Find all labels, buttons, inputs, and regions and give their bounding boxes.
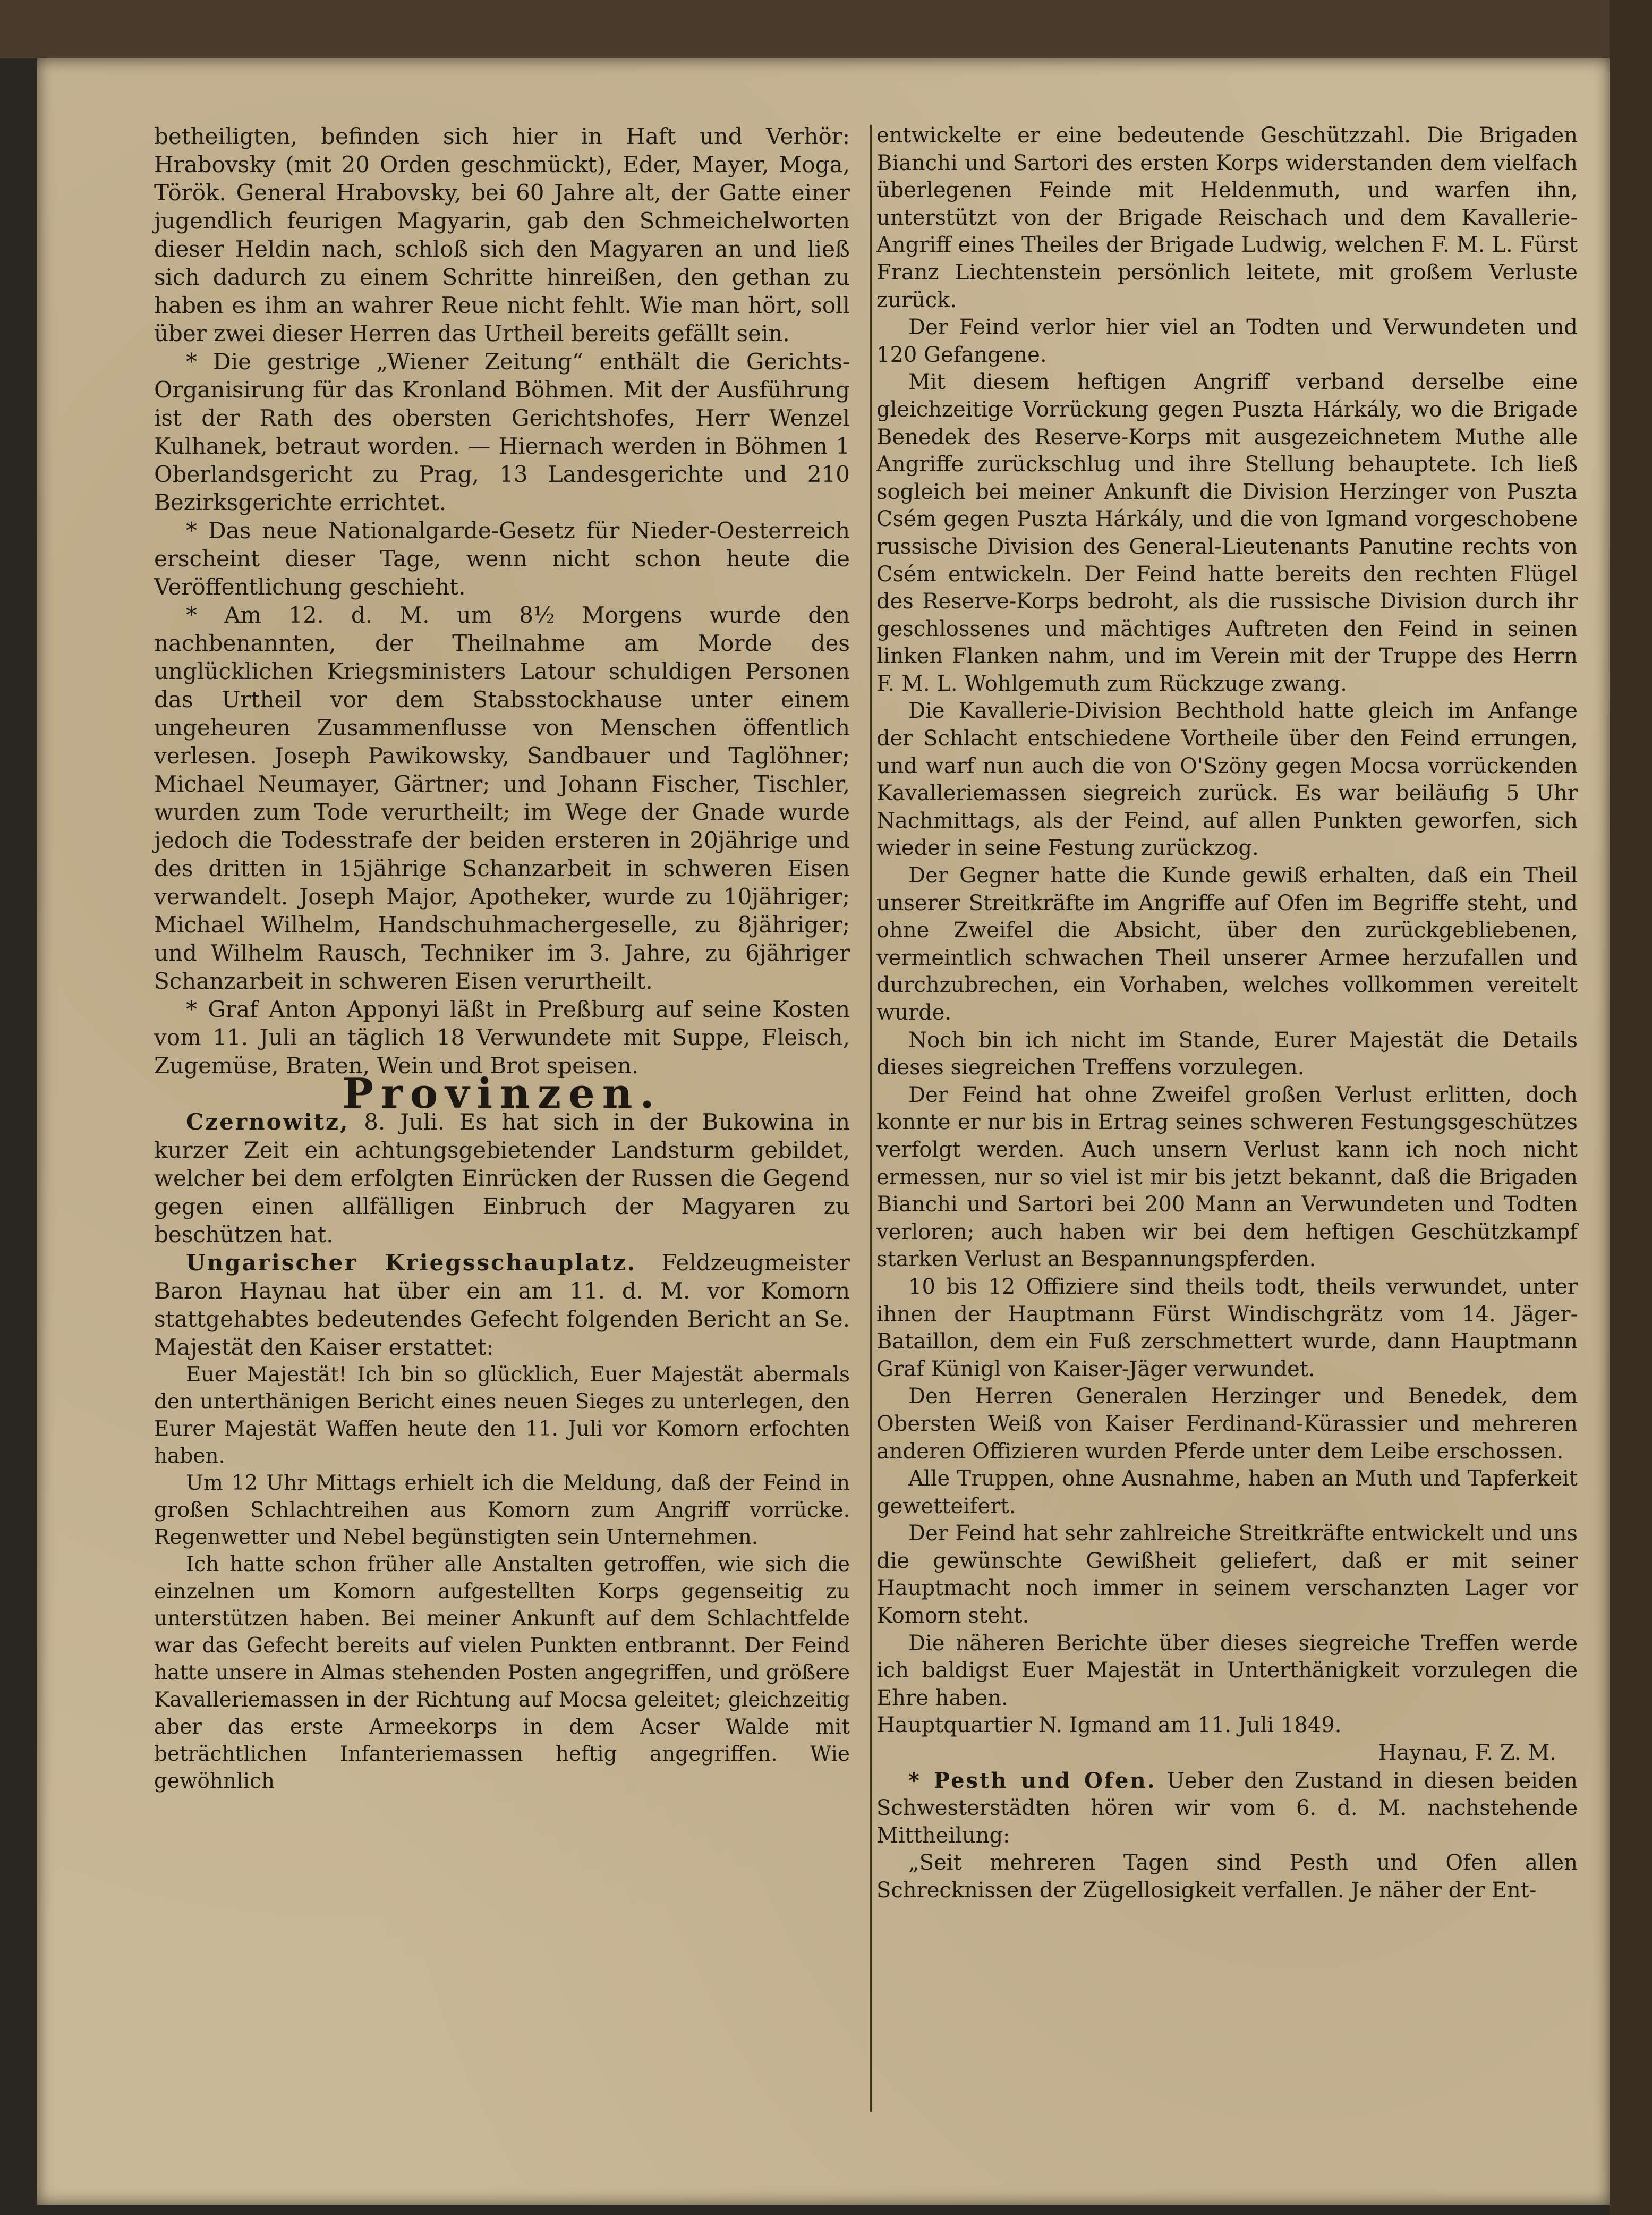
- report-paragraph: Die näheren Berichte über dieses siegreiche Treffen werde ich baldigst Euer Majestät in Unterthänigkeit vorzulegen die Ehre haben.: [876, 1631, 1578, 1710]
- section-title-provinzen: Provinzen.: [342, 1070, 662, 1118]
- report-paragraph: Mit diesem heftigen Angriff verband derselbe eine gleichzeitige Vorrückung gegen Puszta Hárkály, wo die Brigade Benedek des Reserve-Korps mit ausgezeichnetem Muthe alle Angriffe zurückschlug und ihre Stellung behauptete. Ich ließ sogleich bei meiner Ankunft die Division Herzinger von Puszta Csém gegen Puszta Hárkály, und die von Igmand vorgeschobene russische Division des General-Lieutenants Panutine rechts von Csém entwickeln. Der Feind hatte bereits den rechten Flügel des Reserve-Korps bedroht, als die russische Division durch ihr geschlossenes und mächtiges Auftreten den Feind in seinen linken Flanken nahm, und im Verein mit der Truppe des Herrn F. M. L. Wohlgemuth zum Rückzuge zwang.: [876, 370, 1578, 696]
- report-paragraph: Den Herren Generalen Herzinger und Benedek, dem Obersten Weiß von Kaiser Ferdinand-Kürassier und mehreren anderen Offizieren wurden Pferde unter dem Leibe erschossen.: [876, 1384, 1578, 1464]
- news-item-latour-urtheil: * Am 12. d. M. um 8½ Morgens wurde den nachbenannten, der Theilnahme am Morde des unglücklichen Kriegsministers Latour schuldigen Personen das Urtheil vor dem Stabsstockhause unter einem ungeheuren Zusammenflusse von Menschen öffentlich verlesen. Joseph Pawikowsky, Sandbauer und Taglöhner; Michael Neumayer, Gärtner; und Johann Fischer, Tischler, wurden zum Tode verurtheilt; im Wege der Gnade wurde jedoch die Todesstrafe der beiden ersteren in 20jährige und des dritten in 15jährige Schanzarbeit in schweren Eisen verwandelt. Joseph Major, Apotheker, wurde zu 10jähriger; Michael Wilhelm, Handschuhmachergeselle, zu 8jähriger; und Wilhelm Rausch, Techniker im 3. Jahre, zu 6jähriger Schanzarbeit in schweren Eisen verurtheilt.: [154, 602, 850, 994]
- report-paragraph: Die Kavallerie-Division Bechthold hatte gleich im Anfange der Schlacht entschiedene Vortheile über den Feind errungen, und warf nun auch die von O'Szöny gegen Mocsa vorrückenden Kavalleriemassen siegreich zurück. Es war beiläufig 5 Uhr Nachmittags, als der Feind, auf allen Punkten geworfen, sich wieder in seine Festung zurückzog.: [876, 699, 1578, 861]
- report-paragraph: Euer Majestät! Ich bin so glücklich, Euer Majestät abermals den unterthänigen Bericht eines neuen Sieges zu unterlegen, den Eurer Majestät Waffen heute den 11. Juli vor Komorn erfochten haben.: [154, 1363, 850, 1468]
- report-paragraph: 10 bis 12 Offiziere sind theils todt, theils verwundet, unter ihnen der Hauptmann Fürst Windischgrätz vom 14. Jäger-Bataillon, dem ein Fuß zerschmettert wurde, dann Hauptmann Graf Künigl von Kaiser-Jäger verwundet.: [876, 1274, 1578, 1381]
- report-paragraph: Ich hatte schon früher alle Anstalten getroffen, wie sich die einzelnen um Komorn aufgestellten Korps gegenseitig zu unterstützen haben. Bei meiner Ankunft auf dem Schlachtfelde war das Gefecht bereits auf vielen Punkten entbrannt. Der Feind hatte unsere in Almas stehenden Posten angegriffen, und größere Kavalleriemassen in der Richtung auf Mocsa geleitet; gleichzeitig aber das erste Armeekorps in dem Acser Walde mit beträchtlichen Infanteriemassen heftig angegriffen. Wie gewöhnlich: [154, 1552, 850, 1793]
- report-paragraph: Der Feind hat ohne Zweifel großen Verlust erlitten, doch konnte er nur bis in Ertrag seines schweren Festungsgeschützes verfolgt werden. Auch unsern Verlust kann ich noch nicht ermessen, nur so viel ist mir bis jetzt bekannt, daß die Brigaden Bianchi und Sartori bei 200 Mann an Verwundeten und Todten verloren; auch haben wir bei dem heftigen Geschützkampf starken Verlust an Bespannungspferden.: [876, 1082, 1578, 1272]
- left-column: [154, 122, 850, 1795]
- right-column: [876, 122, 1578, 1905]
- report-paragraph: Um 12 Uhr Mittags erhielt ich die Meldung, daß der Feind in großen Schlachtreihen aus Komorn zum Angriff vorrücke. Regenwetter und Nebel begünstigten sein Unternehmen.: [154, 1471, 850, 1549]
- kriegsschauplatz-text: Feldzeugmeister Baron Haynau hat über ein am 11. d. M. vor Komorn stattgehabtes bedeutendes Gefecht folgenden Bericht an Se. Majestät den Kaiser erstattet:: [154, 1250, 850, 1360]
- report-paragraph: Der Feind hat sehr zahlreiche Streitkräfte entwickelt und uns die gewünschte Gewißheit geliefert, daß er mit seiner Hauptmacht noch immer in seinem verschanzten Lager vor Komorn steht.: [876, 1521, 1578, 1628]
- dateline-kriegsschauplatz: Ungarischer Kriegsschauplatz.: [186, 1250, 637, 1276]
- article-paragraph: betheiligten, befinden sich hier in Haft und Verhör: Hrabovsky (mit 20 Orden geschmückt), Eder, Mayer, Moga, Török. General Hrabovsky, bei 60 Jahre alt, der Gatte einer jugendlich feurigen Magyarin, gab den Schmeichelworten dieser Heldin nach, schloß sich den Magyaren an und ließ sich dadurch zu einem Schritte hinreißen, den gethan zu haben es ihm an wahrer Reue nicht fehlt. Wie man hört, soll über zwei dieser Herren das Urtheil bereits gefällt sein.: [154, 123, 850, 346]
- dateline-pesth-ofen: * Pesth und Ofen.: [908, 1768, 1156, 1793]
- news-item-kriegsschauplatz: [154, 1249, 850, 1361]
- report-paragraph: Der Gegner hatte die Kunde gewiß erhalten, daß ein Theil unserer Streitkräfte im Angriffe auf Ofen im Begriffe steht, und ohne Zweifel die Absicht, über den zurückgebliebenen, vermeintlich schwachen Theil unserer Armee herzufallen und durchzubrechen, ein Vorhaben, welches vollkommen vereitelt wurde.: [876, 863, 1578, 1025]
- news-item-apponyi: * Graf Anton Apponyi läßt in Preßburg auf seine Kosten vom 11. Juli an täglich 18 Verwundete mit Suppe, Fleisch, Zugemüse, Braten, Wein und Brot speisen.: [154, 996, 850, 1079]
- headquarters-line: Hauptquartier N. Igmand am 11. Juli 1849.: [876, 1713, 1342, 1738]
- pesth-text: Ueber den Zustand in diesen beiden Schwesterstädten hören wir vom 6. d. M. nachstehende Mittheilung:: [876, 1768, 1578, 1848]
- scan-top-border: [0, 0, 1652, 58]
- news-item-czernowitz: [154, 1108, 850, 1249]
- dateline-czernowitz: Czernowitz,: [186, 1109, 350, 1135]
- news-item-gerichts-organisirung: * Die gestrige „Wiener Zeitung“ enthält die Gerichts-Organisirung für das Kronland Böhmen. Mit der Ausführung ist der Rath des obersten Gerichtshofes, Herr Wenzel Kulhanek, betraut worden. — Hiernach werden in Böhmen 1 Oberlandsgericht zu Prag, 13 Landesgerichte und 210 Bezirksgerichte errichtet.: [154, 349, 850, 515]
- book-spine: [1610, 0, 1652, 2215]
- czernowitz-text: 8. Juli. Es hat sich in der Bukowina in kurzer Zeit ein achtungsgebietender Landsturm gebildet, welcher bei dem erfolgten Einrücken der Russen die Gegend gegen einen allfälligen Einbruch der Magyaren zu beschützen hat.: [154, 1109, 850, 1247]
- news-item-nationalgarde: * Das neue Nationalgarde-Gesetz für Nieder-Oesterreich erscheint dieser Tage, wenn nicht schon heute die Veröffentlichung geschieht.: [154, 517, 850, 600]
- haynau-report-start: [154, 1361, 850, 1795]
- pesth-quote: „Seit mehreren Tagen sind Pesth und Ofen allen Schrecknissen der Zügellosigkeit verfallen. Je näher der Ent-: [876, 1851, 1578, 1903]
- report-paragraph: Noch bin ich nicht im Stande, Eurer Majestät die Details dieses siegreichen Treffens vorzulegen.: [876, 1028, 1578, 1080]
- column-divider: [870, 125, 872, 2112]
- report-paragraph: Der Feind verlor hier viel an Todten und Verwundeten und 120 Gefangene.: [876, 315, 1578, 367]
- report-paragraph: Alle Truppen, ohne Ausnahme, haben an Muth und Tapferkeit gewetteifert.: [876, 1466, 1578, 1518]
- signature-haynau: Haynau, F. Z. M.: [1378, 1741, 1556, 1766]
- news-item-pesth-ofen: [876, 1767, 1578, 1850]
- report-paragraph: entwickelte er eine bedeutende Geschützzahl. Die Brigaden Bianchi und Sartori des ersten Korps widerstanden dem vielfach überlegenen Feinde mit Heldenmuth, und warfen ihn, unterstützt von der Brigade Reischach und dem Kavallerie-Angriff eines Theiles der Brigade Ludwig, welchen F. M. L. Fürst Franz Liechtenstein persönlich leitete, mit großem Verluste zurück.: [876, 123, 1578, 312]
